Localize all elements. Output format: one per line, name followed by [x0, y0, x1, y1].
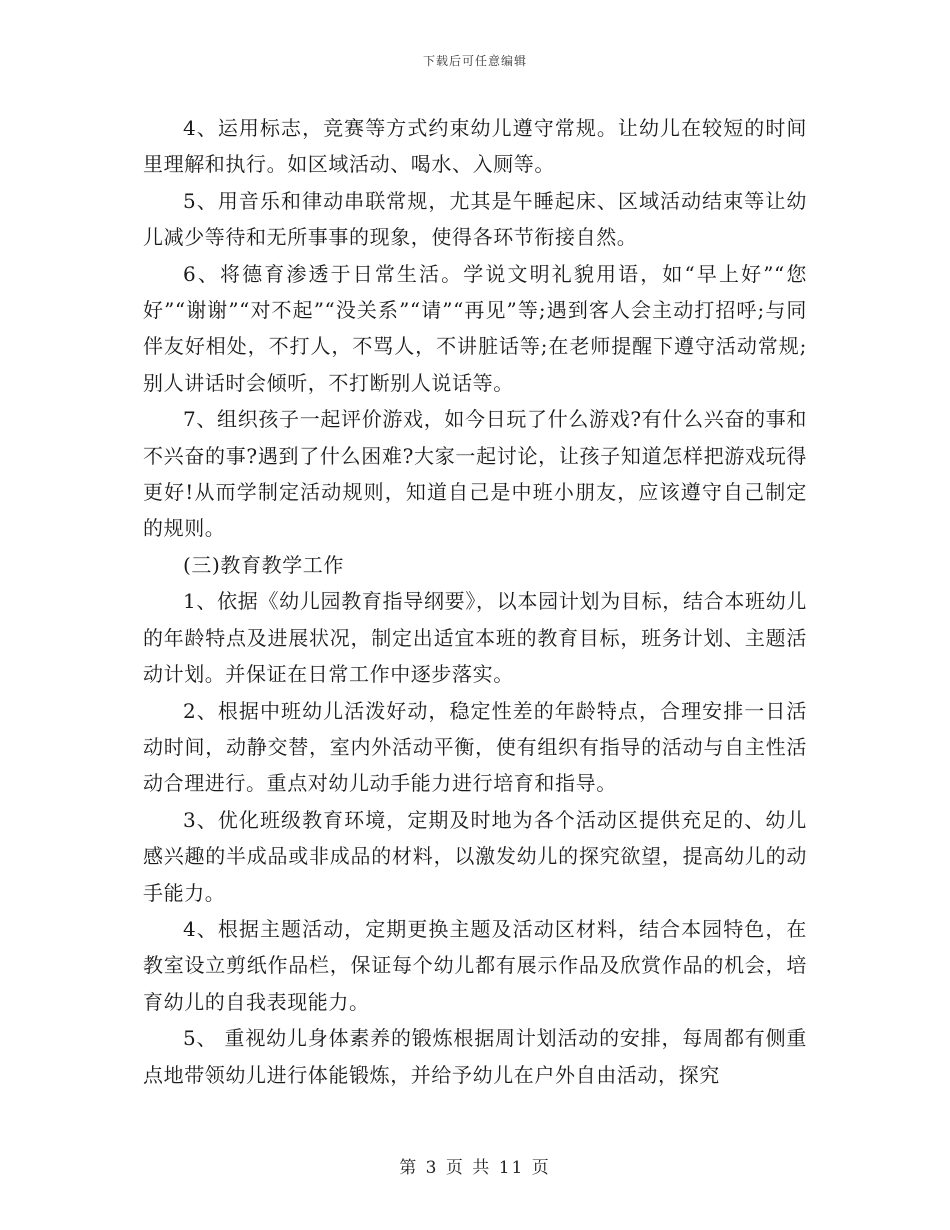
paragraph: 6、将德育渗透于日常生活。学说文明礼貌用语，如“早上好”“您好”“谢谢”“对不起”“没关系”“请”“再见”等;遇到客人会主动打招呼;与同伴友好相处，不打人，不骂人，不讲脏话等;在老师提醒下遵守活动常规;别人讲话时会倾听，不打断别人说话等。 [143, 261, 807, 395]
paragraph: 2、根据中班幼儿活泼好动，稳定性差的年龄特点，合理安排一日活动时间，动静交替，室内外活动平衡，使有组织有指导的活动与自主性活动合理进行。重点对幼儿动手能力进行培育和指导。 [143, 698, 807, 796]
paragraph: 7、组织孩子一起评价游戏，如今日玩了什么游戏?有什么兴奋的事和不兴奋的事?遇到了什么困难?大家一起讨论，让孩子知道怎样把游戏玩得更好!从而学制定活动规则，知道自己是中班小朋友，应该遵守自己制定的规则。 [143, 407, 807, 541]
paragraph: 4、根据主题活动，定期更换主题及活动区材料，结合本园特色，在教室设立剪纸作品栏，保证每个幼儿都有展示作品及欣赏作品的机会，培育幼儿的自我表现能力。 [143, 916, 807, 1014]
paragraph: 3、优化班级教育环境，定期及时地为各个活动区提供充足的、幼儿感兴趣的半成品或非成品的材料，以激发幼儿的探究欲望，提高幼儿的动手能力。 [143, 807, 807, 905]
paragraph: 4、运用标志，竞赛等方式约束幼儿遵守常规。让幼儿在较短的时间里理解和执行。如区域活动、喝水、入厕等。 [143, 116, 807, 177]
paragraph: 5、 重视幼儿身体素养的锻炼根据周计划活动的安排，每周都有侧重点地带领幼儿进行体能锻炼，并给予幼儿在户外自由活动，探究 [143, 1026, 807, 1087]
section-heading: (三)教育教学工作 [183, 552, 345, 577]
page-header: 下载后可任意编辑 [422, 54, 527, 68]
page-number: 第 3 页 共 11 页 [399, 1158, 551, 1178]
paragraph: 1、依据《幼儿园教育指导纲要》，以本园计划为目标，结合本班幼儿的年龄特点及进展状况，制定出适宜本班的教育目标，班务计划、主题活动计划。并保证在日常工作中逐步落实。 [143, 589, 807, 687]
paragraph: 5、用音乐和律动串联常规，尤其是午睡起床、区域活动结束等让幼儿减少等待和无所事事的现象，使得各环节衔接自然。 [143, 188, 807, 250]
document-body [143, 110, 807, 1093]
